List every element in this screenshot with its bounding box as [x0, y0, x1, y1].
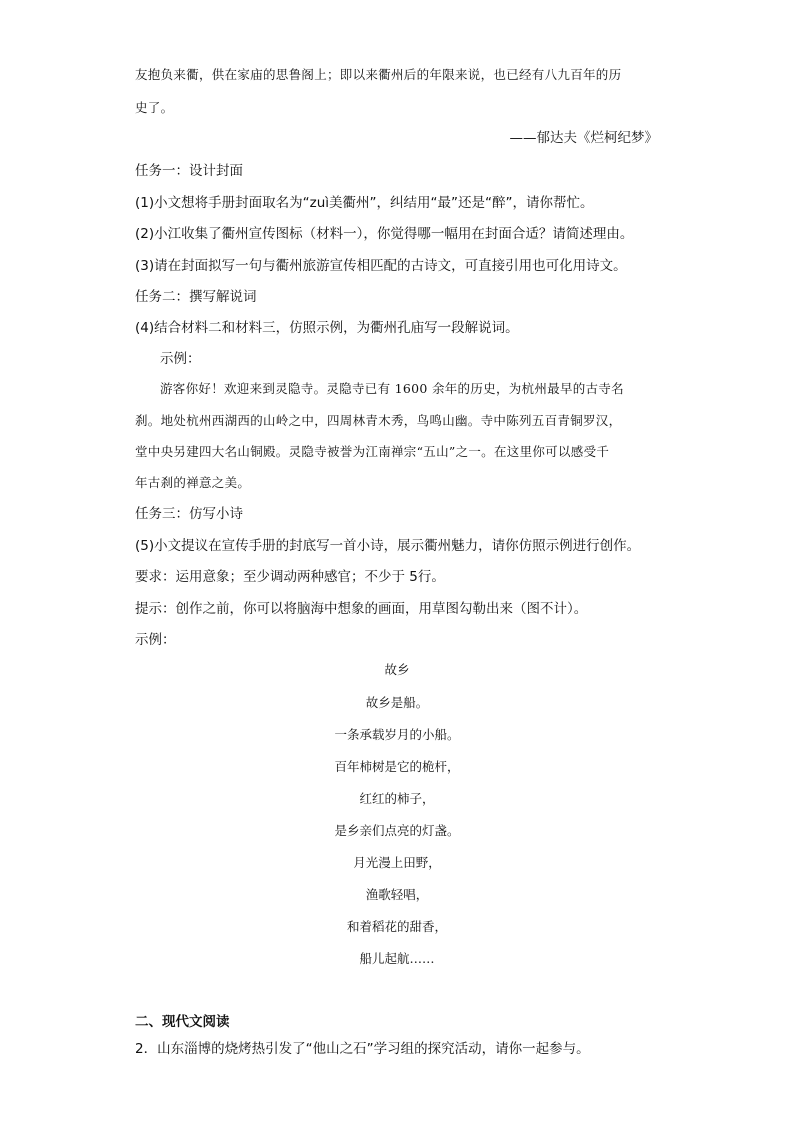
- poem-line: 一条承载岁月的小船。: [334, 727, 460, 742]
- section-2-heading: 二、现代文阅读: [135, 1014, 230, 1030]
- attribution: ——郁达夫《烂柯纪梦》: [509, 130, 658, 146]
- example-line-3: 堂中央另建四大名山铜殿。灵隐寺被誉为江南禅宗“五山”之一。在这里你可以感受千: [135, 444, 610, 459]
- poem-line: 渔歌轻唱，: [365, 887, 429, 902]
- poem-title: 故乡: [384, 662, 410, 677]
- task3-requirement: 要求：运用意象；至少调动两种感官；不少于 5行。: [135, 569, 445, 585]
- task1-question-1: (1)小文想将手册封面取名为“zuì美衢州”，纠结用“最”还是“醉”，请你帮忙。: [135, 195, 594, 211]
- intro-line-2: 史了。: [135, 100, 174, 115]
- task1-heading: 任务一：设计封面: [135, 163, 243, 179]
- poem-line: 故乡是船。: [365, 695, 429, 710]
- poem-line: 和着稻花的甜香，: [346, 919, 447, 934]
- task3-heading: 任务三：仿写小诗: [135, 506, 243, 522]
- poem-line: 是乡亲们点亮的灯盏。: [334, 823, 460, 838]
- example-line-2: 刹。地处杭州西湖西的山岭之中，四周林青木秀，鸟鸣山幽。寺中陈列五百青铜罗汉，: [135, 413, 622, 428]
- section-2-question: 2．山东淄博的烧烤热引发了“他山之石”学习组的探究活动，请你一起参与。: [135, 1041, 590, 1057]
- example-line-1: 游客你好！欢迎来到灵隐寺。灵隐寺已有 1600 余年的历史，为杭州最早的古寺名: [160, 381, 624, 396]
- example-line-4: 年古刹的禅意之美。: [135, 475, 251, 490]
- task1-question-3: (3)请在封面拟写一句与衢州旅游宣传相匹配的古诗文，可直接引用也可化用诗文。: [135, 258, 627, 274]
- task2-example-label: 示例：: [160, 351, 201, 367]
- poem-line: 红红的柿子，: [359, 791, 435, 806]
- intro-line-1: 友抱负来衢，供在家庙的思鲁阁上；即以来衢州后的年限来说，也已经有八九百年的历: [135, 67, 622, 82]
- task2-question-4: (4)结合材料二和材料三，仿照示例，为衢州孔庙写一段解说词。: [135, 320, 519, 336]
- task1-question-2: (2)小江收集了衢州宣传图标（材料一），你觉得哪一幅用在封面合适？请简述理由。: [135, 226, 634, 242]
- task3-hint: 提示：创作之前，你可以将脑海中想象的画面，用草图勾勒出来（图不计）。: [135, 601, 588, 617]
- poem-line: 船儿起航……: [359, 951, 435, 966]
- task2-heading: 任务二：撰写解说词: [135, 289, 257, 305]
- poem-line: 百年柿树是它的桅杆，: [334, 759, 460, 774]
- poem-line: 月光漫上田野，: [353, 855, 441, 870]
- task3-example-label: 示例：: [135, 632, 176, 648]
- task3-question-5: (5)小文提议在宣传手册的封底写一首小诗，展示衢州魅力，请你仿照示例进行创作。: [135, 538, 641, 554]
